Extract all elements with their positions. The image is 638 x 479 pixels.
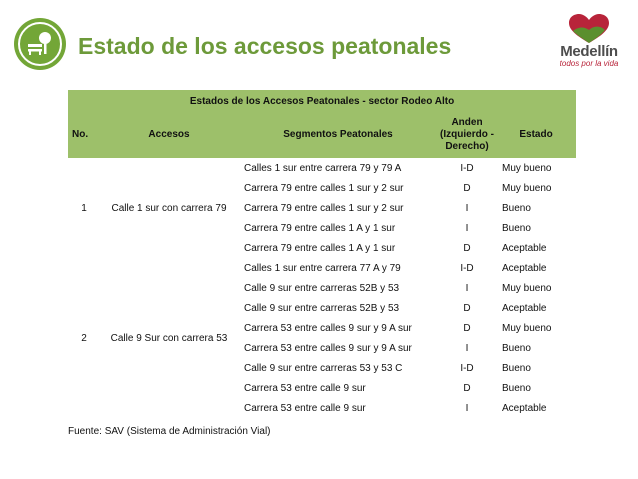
table-title: Estados de los Accesos Peatonales - sector Rodeo Alto	[68, 90, 576, 112]
segment-cell: Calle 9 sur entre carreras 53 y 53 C	[244, 362, 403, 374]
access-status-table	[68, 90, 576, 418]
brand-name: Medellín	[560, 43, 618, 60]
segment-cell: Calle 9 sur entre carreras 52B y 53	[244, 302, 400, 314]
segment-cell: Calles 1 sur entre carrera 79 y 79 A	[244, 162, 402, 174]
state-cell: Bueno	[502, 362, 531, 374]
access-name: Calle 1 sur con carrera 79	[111, 202, 227, 214]
source-note: Fuente: SAV (Sistema de Administración Vial)	[68, 426, 271, 437]
row-number: 1	[81, 202, 87, 214]
side-cell: D	[463, 242, 471, 254]
segment-cell: Carrera 79 entre calles 1 A y 1 sur	[244, 242, 396, 254]
page-title: Estado de los accesos peatonales	[78, 33, 452, 59]
state-cell: Bueno	[502, 342, 531, 354]
segment-cell: Carrera 79 entre calles 1 sur y 2 sur	[244, 182, 404, 194]
state-cell: Aceptable	[502, 402, 547, 414]
state-cell: Aceptable	[502, 302, 547, 314]
segment-cell: Carrera 53 entre calle 9 sur	[244, 382, 366, 394]
state-cell: Bueno	[502, 202, 531, 214]
table-row	[68, 258, 576, 278]
state-cell: Aceptable	[502, 262, 547, 274]
state-cell: Muy bueno	[502, 282, 552, 294]
column-header-no: No.	[68, 112, 100, 158]
heart-hills-icon	[567, 14, 611, 44]
segment-cell: Carrera 53 entre calle 9 sur	[244, 402, 366, 414]
column-header-anden: Anden (Izquierdo -Derecho)	[438, 112, 496, 158]
side-cell: I	[465, 202, 469, 214]
side-cell: D	[463, 302, 471, 314]
side-cell: D	[463, 322, 471, 334]
side-cell: I-D	[460, 362, 474, 374]
side-cell: I-D	[460, 162, 474, 174]
row-number: 2	[81, 332, 87, 344]
segment-cell: Carrera 53 entre calles 9 sur y 9 A sur	[244, 342, 412, 354]
side-cell: I	[465, 342, 469, 354]
brand-tagline: todos por la vida	[559, 59, 619, 68]
bench-tree-icon	[14, 18, 66, 70]
access-name: Calle 9 Sur con carrera 53	[110, 332, 228, 344]
segment-cell: Calle 9 sur entre carreras 52B y 53	[244, 282, 400, 294]
segment-cell: Calles 1 sur entre carrera 77 A y 79	[244, 262, 401, 274]
segment-cell: Carrera 53 entre calles 9 sur y 9 A sur	[244, 322, 412, 334]
side-cell: D	[463, 382, 471, 394]
column-header-estado: Estado	[496, 112, 576, 158]
state-cell: Aceptable	[502, 242, 547, 254]
table-row	[68, 158, 576, 178]
side-cell: I-D	[460, 262, 474, 274]
side-cell: I	[465, 282, 469, 294]
state-cell: Muy bueno	[502, 322, 552, 334]
column-header-segmentos: Segmentos Peatonales	[238, 112, 438, 158]
state-cell: Muy bueno	[502, 182, 552, 194]
state-cell: Muy bueno	[502, 162, 552, 174]
side-cell: I	[465, 402, 469, 414]
state-cell: Bueno	[502, 382, 531, 394]
state-cell: Bueno	[502, 222, 531, 234]
side-cell: I	[465, 222, 469, 234]
section-logo	[14, 18, 66, 70]
segment-cell: Carrera 79 entre calles 1 sur y 2 sur	[244, 202, 404, 214]
side-cell: D	[463, 182, 471, 194]
brand-logo	[552, 14, 626, 70]
segment-cell: Carrera 79 entre calles 1 A y 1 sur	[244, 222, 396, 234]
column-header-accesos: Accesos	[100, 112, 238, 158]
